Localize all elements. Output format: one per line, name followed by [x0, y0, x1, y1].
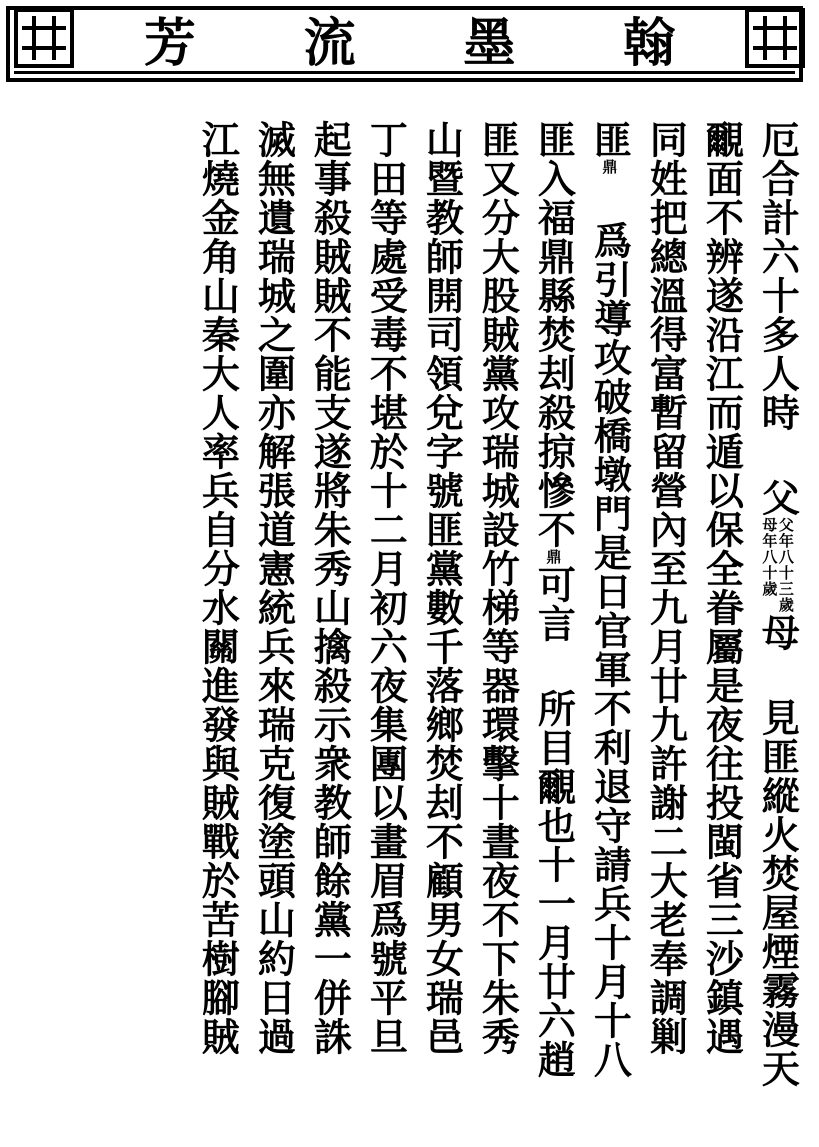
- text-column: [693, 120, 749, 1140]
- inline-gloss: 鼎: [600, 159, 619, 175]
- banner-char-3: 流: [303, 13, 356, 74]
- text-column: [189, 120, 245, 1140]
- banner-char-1: 翰: [623, 13, 676, 74]
- column-text-7: 山暨教師開司領兌字號匪黨數千落鄉焚刦不顧男女瑞邑: [419, 120, 465, 1056]
- document-body: [0, 120, 819, 1140]
- column-text-11: 江燒金角山秦大人率兵自分水關進發與賊戰於苦樹腳賊: [195, 120, 241, 1056]
- banner-title: [90, 10, 729, 78]
- banner-char-4: 芳: [143, 13, 196, 74]
- column-text-8: 丁田等處受毒不堪於十二月初六夜集團以畫眉爲號平旦: [363, 120, 409, 1056]
- text-column: [413, 120, 469, 1140]
- text-column: [525, 120, 581, 1140]
- annotation-mother-age: 母年八十歲: [760, 517, 779, 597]
- column-text-6: 匪又分大股賊黨攻瑞城設竹梯等器環擊十晝夜不下朱秀: [475, 120, 521, 1056]
- column-text-9: 起事殺賊賊不能支遂將朱秀山擒殺示衆教師餘黨一併誅: [307, 120, 353, 1056]
- column-text-5: 匪入福鼎縣焚刦殺掠慘不鼎可言 所目覼也十一月廿六趙: [531, 120, 577, 1079]
- column-text-3: 同姓把總溫得富暫留營內至九月廿九許謝二大老奉調剿: [643, 120, 689, 1056]
- text-column: [357, 120, 413, 1140]
- text-column: [245, 120, 301, 1140]
- column-text-2: 覼面不辨遂沿江而遁以保全眷屬是夜往投閩省三沙鎮遇: [699, 120, 745, 1056]
- annotation-father-age: 父年八十三歲: [776, 517, 795, 613]
- lattice-ornament-right-icon: [745, 8, 805, 68]
- text-column: [301, 120, 357, 1140]
- banner-char-2: 墨: [463, 13, 516, 74]
- text-column: [637, 120, 693, 1140]
- column-text-4: 匪鼎 爲引導攻破橋墩門是日官軍不利退守請兵十月十八: [587, 120, 633, 1079]
- column-text-10: 滅無遺瑞城之圍亦解張道憲統兵來瑞克復塗頭山約日過: [251, 120, 297, 1056]
- parent-age-annotation: [761, 517, 794, 613]
- inline-gloss: 鼎: [544, 549, 563, 565]
- text-column: [749, 120, 805, 1140]
- text-column: [581, 120, 637, 1140]
- text-column: [469, 120, 525, 1140]
- header-banner: [0, 0, 819, 96]
- column-text-1: 厄合計六十多人時 父 父年八十三歲 母年八十歲 母 見匪縱火焚屋煙霧漫天: [755, 120, 801, 1088]
- lattice-ornament-left-icon: [14, 8, 74, 68]
